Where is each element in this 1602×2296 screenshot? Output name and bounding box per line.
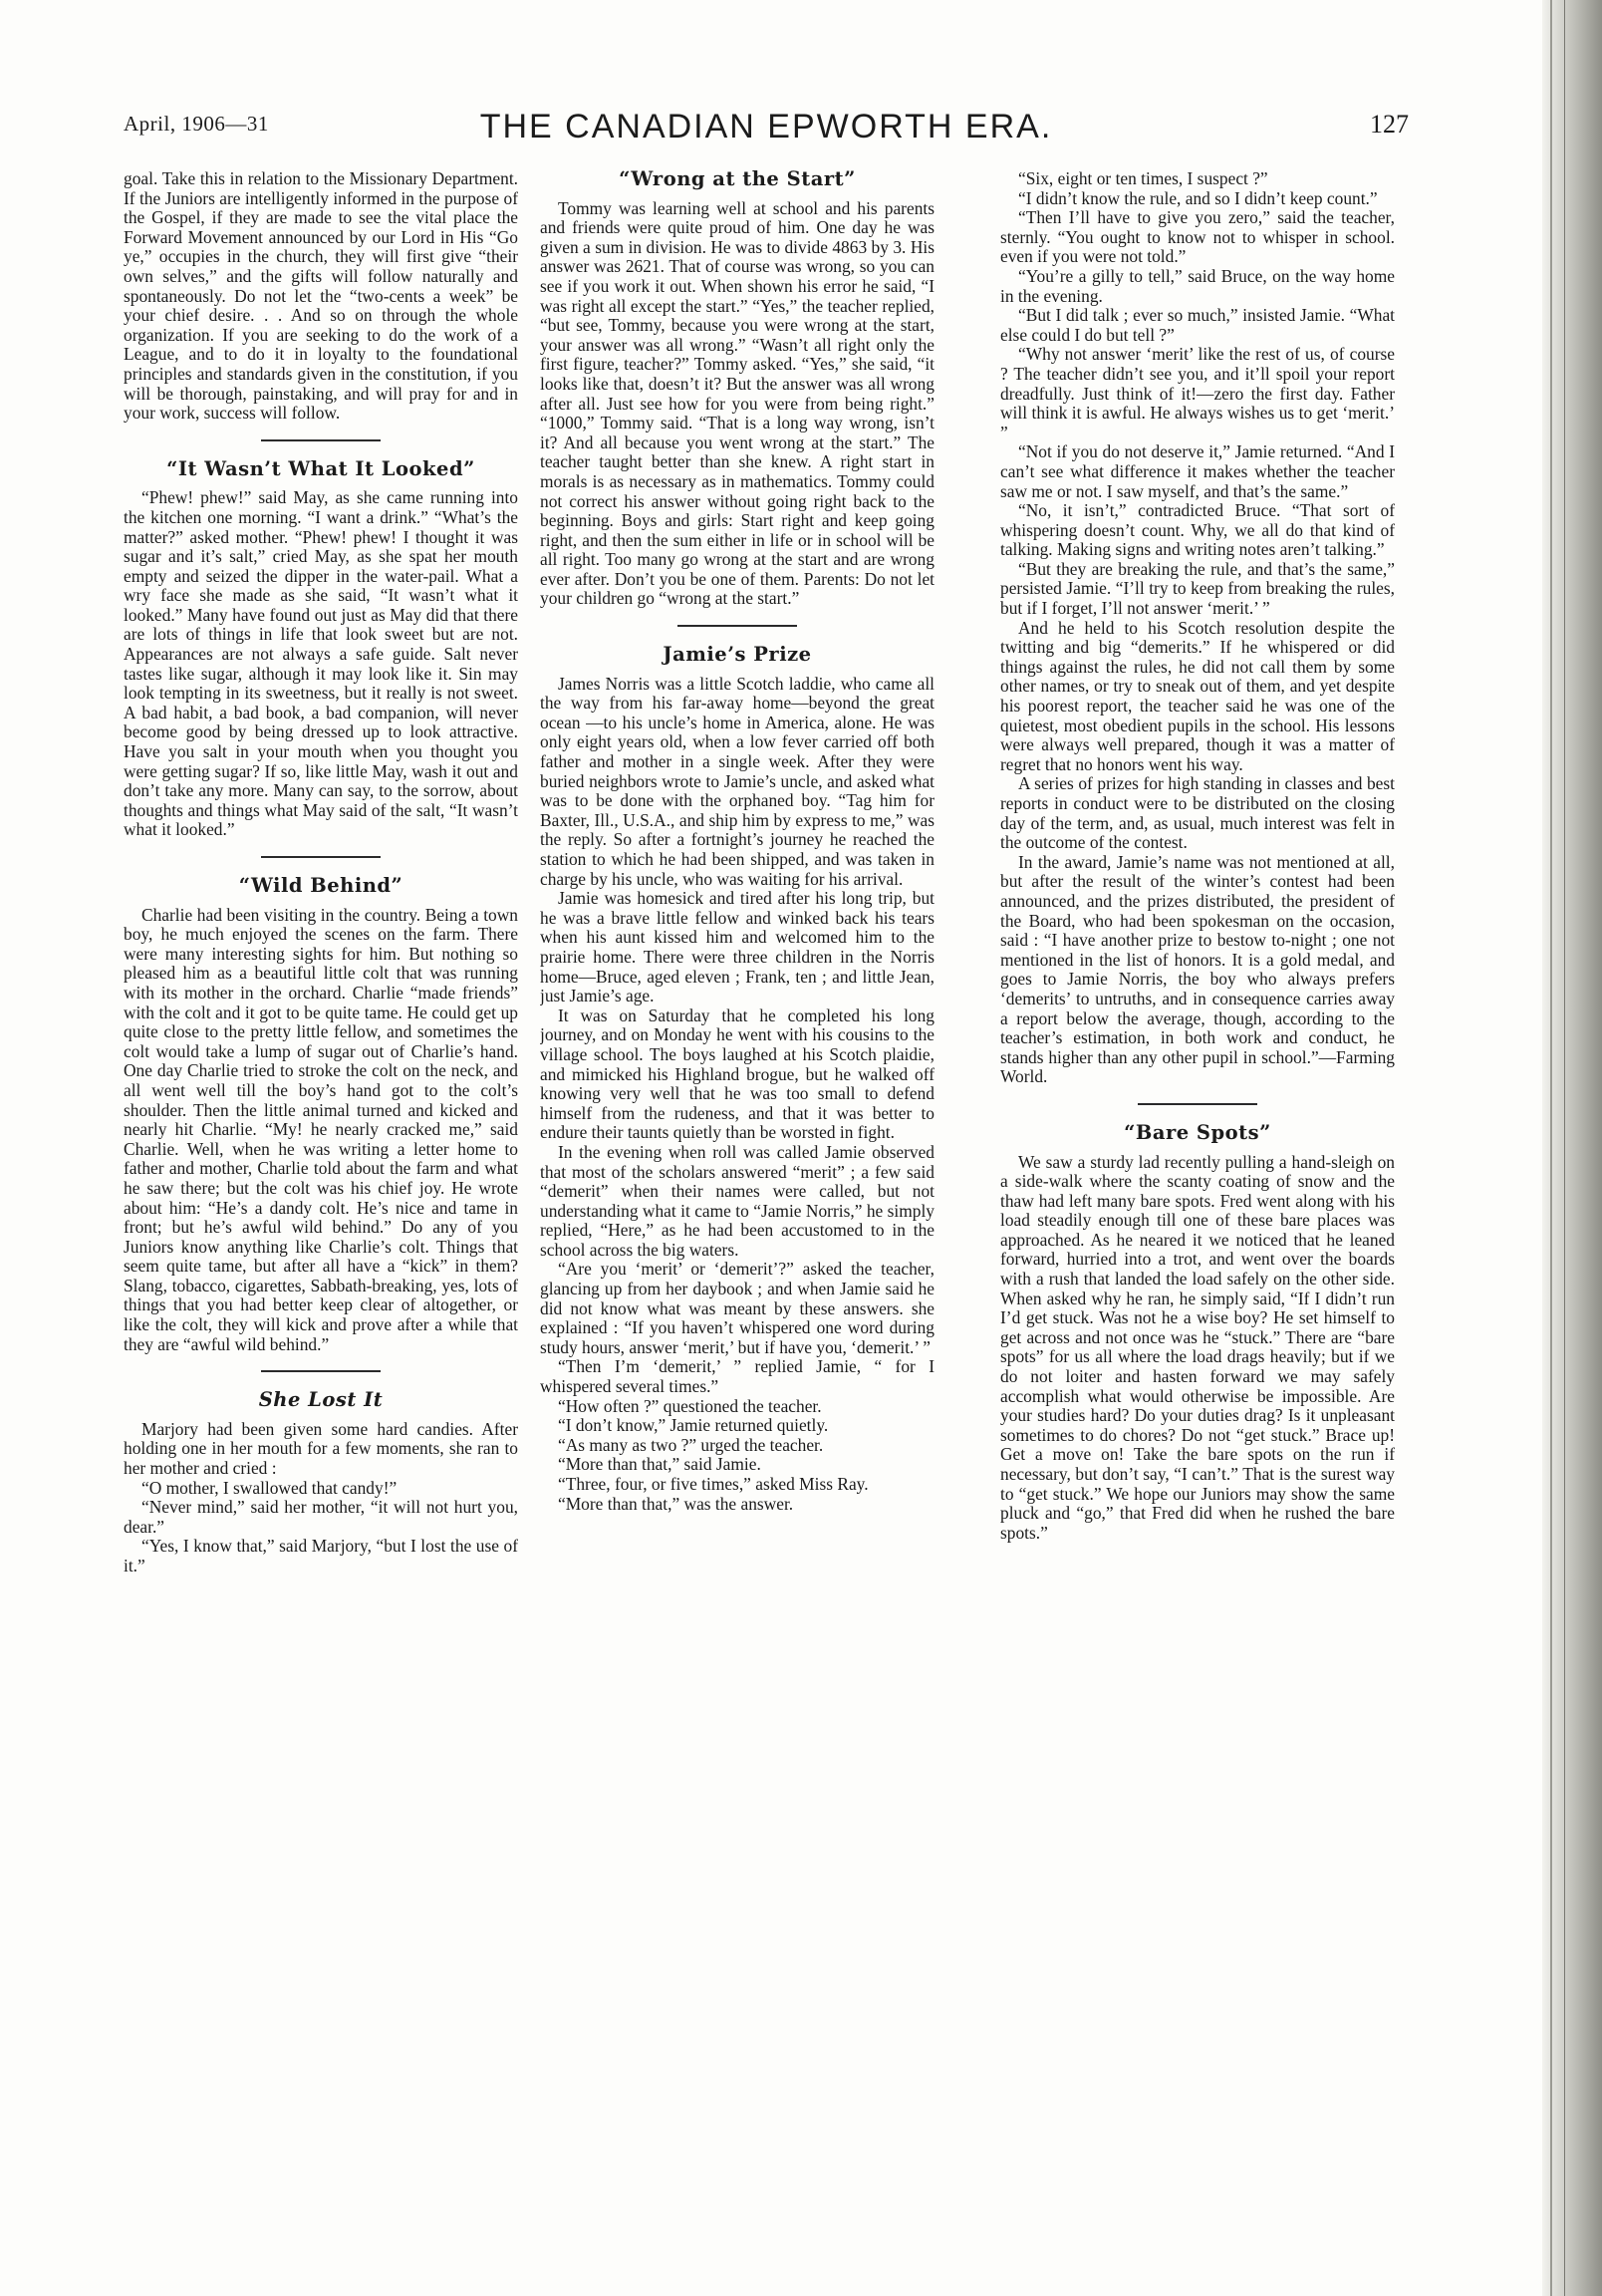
- article-paragraph: “Are you ‘merit’ or ‘demerit’?” asked the teacher, glancing up from her daybook ; and when Jamie said he did not know what was meant by these answers. she explained : “If you haven’t whispered one word during study hours, answer ‘merit,’ but if have you, ‘demerit.’ ”: [540, 1259, 934, 1357]
- article-paragraph: In the award, Jamie’s name was not mentioned at all, but after the result of the winter’s contest had been announced, and the prizes distributed, the president of the Board, who had been spokesman on the occasion, said : “I have another prize to bestow to-night ; one not mentioned in the list of honors. It is a gold medal, and goes to Jamie Norris, the boy who always prefers ‘demerits’ to untruths, and in consequence carries away a report below the average, though, according to the teacher’s estimation, in both work and conduct, he stands higher than any other pupil in school.”—Farming World.: [1000, 851, 1395, 1087]
- article-paragraph: “But they are breaking the rule, and that’s the same,” persisted Jamie. “I’ll try to keep from breaking the rules, but if I forget, I’ll not answer ‘merit.’ ”: [1000, 558, 1395, 619]
- intro-paragraph: goal. Take this in relation to the Missionary Department. If the Juniors are intelligently informed in the purpose of the Gospel, if they are made to see the vital place the Forward Movement announced by our Lord in His “Go ye,” occupies in the church, they will first give “their own selves,” and the gifts will follow naturally and spontaneously. Do not let the “two-cents a week” be your chief desire. . . And so on through the whole organization. If you are seeking to do the work of a League, and to do it in loyalty to the foundational principles and standards given in the constitution, if you will be thorough, painstaking, and will pray for and in your work, success will follow.: [124, 169, 518, 424]
- article-paragraph: “Yes, I know that,” said Marjory, “but I lost the use of it.”: [124, 1536, 518, 1576]
- section-divider: [261, 1370, 381, 1372]
- article-paragraph: “Why not answer ‘merit’ like the rest of us, of course ? The teacher didn’t see you, and it’ll spoil your report dreadfully. Just think of it!—zero the first day. Father will think it is awful. He always wishes us to get ‘merit.’ ”: [1000, 344, 1395, 442]
- article-paragraph: “More than that,” was the answer.: [558, 1493, 794, 1514]
- section-heading: “Wrong at the Start”: [619, 169, 856, 190]
- column-3: [1000, 169, 1395, 2182]
- article-paragraph: “Six, eight or ten times, I suspect ?”: [1018, 169, 1268, 188]
- section-divider: [677, 625, 797, 627]
- article-paragraph: “O mother, I swallowed that candy!”: [141, 1477, 398, 1498]
- article-paragraph: In the evening when roll was called Jamie observed that most of the scholars answered “merit” ; a few said “demerit” when their names were called, but not understanding what it came to “Jamie Norris,” he simply replied, “Here,” as he had been accustomed to in the school across the big waters.: [540, 1141, 934, 1260]
- column-1: [124, 169, 518, 2182]
- article-paragraph: “But I did talk ; ever so much,” insisted Jamie. “What else could I do but tell ?”: [1000, 305, 1395, 345]
- article-paragraph: A series of prizes for high standing in classes and best reports in conduct were to be distributed on the closing day of the term, and, as usual, much interest was felt in the outcome of the contest.: [1000, 773, 1395, 853]
- article-paragraph: “As many as two ?” urged the teacher.: [558, 1434, 824, 1455]
- article-paragraph: “More than that,” said Jamie.: [558, 1454, 761, 1475]
- section-divider: [1138, 1103, 1257, 1105]
- section-heading: “It Wasn’t What It Looked”: [166, 456, 475, 480]
- article-paragraph: “I don’t know,” Jamie returned quietly.: [558, 1415, 829, 1436]
- book-page-edge: [1542, 0, 1602, 2296]
- page-header: [124, 108, 1409, 151]
- article-paragraph: “Three, four, or five times,” asked Miss Ray.: [558, 1474, 869, 1494]
- article-paragraph: It was on Saturday that he completed his long journey, and on Monday he went with his cousins to the village school. The boys laughed at his Scotch plaidie, and mimicked his Highland brogue, but he walked off knowing very well that he was too small to defend himself from the rudeness, and that it was better to endure their taunts quietly than be worsted in fight.: [540, 1004, 934, 1143]
- article-paragraph: “I didn’t know the rule, and so I didn’t keep count.”: [1018, 187, 1378, 208]
- column-2: [540, 169, 934, 2182]
- article-paragraph: James Norris was a little Scotch laddie, who came all the way from his far-away home—beyond the great ocean —to his uncle’s home in America, alone. He was only eight years old, when a low fever carried off both father and mother in a single week. After they were buried neighbors wrote to Jamie’s uncle, and asked what was to be done with the orphaned boy. “Tag him for Baxter, Ill., U.S.A., and ship him by express to me,” was the reply. So after a fortnight’s journey he reached the station to which he had been shipped, and was taken in charge by his uncle, who was waiting for his arrival.: [540, 673, 934, 889]
- article-paragraph: “Never mind,” said her mother, “it will not hurt you, dear.”: [124, 1497, 518, 1537]
- article-paragraph: Charlie had been visiting in the country. Being a town boy, he much enjoyed the scenes on the farm. There were many interesting sights for him. But nothing so pleased him as a beautiful little colt that was running with its mother in the orchard. Charlie “made friends” with the colt and it got to be quite tame. He could get up quite close to the pretty little fellow, and sometimes the colt would take a lump of sugar out of Charlie’s hand. One day Charlie tried to stroke the colt on the neck, and all went well till the boy’s hand got to the colt’s shoulder. Then the little animal turned and kicked and nearly hit Charlie. “My! he nearly cracked me,” said Charlie. Well, when he was writing a letter home to father and mother, Charlie told about the farm and what he saw there; but the colt was his chief joy. He wrote about him: “He’s a dandy colt. He’s nice and tame in front; but he’s awful wild behind.” Do any of you Juniors know anything like Charlie’s colt. Things that seem quite tame, but after all have a “kick” in them? Slang, tobacco, cigarettes, Sabbath-breaking, yes, lots of things that you had better keep clear of altogether, or like the colt, they will kick and prove after a while that they are “awful wild behind.”: [124, 904, 518, 1354]
- section-heading: “Wild Behind”: [238, 874, 403, 897]
- article-paragraph: “You’re a gilly to tell,” said Bruce, on the way home in the evening.: [1000, 265, 1395, 306]
- article-paragraph: “Then I’m ‘demerit,’ ” replied Jamie, “ for I whispered several times.”: [540, 1356, 934, 1397]
- section-heading: Jamie’s Prize: [663, 643, 812, 667]
- magazine-title: THE CANADIAN EPWORTH ERA.: [479, 108, 1053, 145]
- article-paragraph: And he held to his Scotch resolution despite the twitting and big “demerits.” If he whispered or did things against the rules, he did not call them by some other names, or try to sneak out of them, and yet despite his poorest report, the teacher said he was one of the quietest, most obedient pupils in the school. His lessons were always well prepared, though it was a matter of regret that no honors went his way.: [1000, 617, 1395, 774]
- article-paragraph: “Not if you do not deserve it,” Jamie returned. “And I can’t see what difference it makes whether the teacher saw me or not. I saw myself, and that’s the same.”: [1000, 441, 1395, 501]
- article-paragraph: “Then I’ll have to give you zero,” said the teacher, sternly. “You ought to know not to whisper in school. even if you were not told.”: [1000, 207, 1395, 267]
- article-paragraph: “Phew! phew!” said May, as she came running into the kitchen one morning. “I want a drink.” “What’s the matter?” asked mother. “Phew! phew! I thought it was sugar and it’s salt,” cried May, as she spat her mouth empty and seized the dipper in the water-pail. What a wry face she made as she said, “It wasn’t what it looked.” Many have found out just as May did that there are lots of things in life that look sweet but are not. Appearances are not always a safe guide. Salt never tastes like sugar, although it may look like it. Sin may look tempting in its sweetness, but it really is not sweet. A bad habit, a bad book, a bad companion, will never become good by being dressed up to look attractive. Have you salt in your mouth when you thought you were getting sugar? If so, like little May, wash it out and don’t take any more. Many can say, to the sorrow, about thoughts and things what May said of the salt, “It wasn’t what it looked.”: [124, 487, 518, 840]
- article-paragraph: We saw a sturdy lad recently pulling a hand-sleigh on a side-walk where the scanty coating of snow and the thaw had left many bare spots. Fred went along with his load steadily enough till one of these bare places was approached. As he neared it we noticed that he leaned forward, hurried into a trot, and went over the boards with a rush that landed the load safely on the other side. When asked why he ran, he simply said, “If I didn’t run I’d get stuck. Was not he a wise boy? He set himself to get across and not once was he “stuck.” There are “bare spots” for us all where the load drags heavily; but if we do not loiter and hasten forward we may safely accomplish what would otherwise be impossible. Are your studies hard? Do your duties drag? Is it unpleasant sometimes to do chores? Do not “get stuck.” Brace up! Get a move on! Take the bare spots on the run if necessary, but don’t say, “I can’t.” That is the surest way to “get stuck.” We hope our Juniors may show the same pluck and “go,” that Fred did when he rushed the bare spots.”: [1000, 1151, 1395, 1543]
- section-heading: She Lost It: [258, 1388, 384, 1412]
- page-number: 127: [1370, 110, 1409, 139]
- article-paragraph: Tommy was learning well at school and his parents and friends were quite proud of him. One day he was given a sum in division. He was to divide 4863 by 3. His answer was 2621. That of course was wrong, so you can see if you work it out. When shown his error he said, “I was right all except the start.” “Yes,” the teacher replied, “but see, Tommy, because you were wrong at the start, your answer was all wrong.” “Wasn’t all right only the first figure, teacher?” Tommy asked. “Yes,” she said, “it looks like that, doesn’t it? But the answer was all wrong after all. Just see how for you were from being right.” “1000,” Tommy said. “That is a long way wrong, isn’t it? And all because you went wrong at the start.” The teacher taught better than she knew. A right start in morals is as necessary as in mathematics. Tommy could not correct his answer without going right back to the beginning. Boys and girls: Start right and keep going right, and then the sum either in life or in school will be all right. Too many go wrong at the start and are wrong ever after. Don’t you be one of them. Parents: Do not let your children go “wrong at the start.”: [540, 197, 934, 609]
- article-paragraph: “No, it isn’t,” contradicted Bruce. “That sort of whispering doesn’t count. Why, we all do that kind of talking. Making signs and writing notes aren’t talking.”: [1000, 500, 1395, 560]
- article-paragraph: “How often ?” questioned the teacher.: [558, 1395, 822, 1416]
- issue-date: April, 1906—31: [124, 112, 269, 136]
- article-paragraph: Marjory had been given some hard candies. After holding one in her mouth for a few moments, she ran to her mother and cried :: [124, 1418, 518, 1479]
- article-paragraph: Jamie was homesick and tired after his long trip, but he was a brave little fellow and winked back his tears when his aunt kissed him and welcomed him to the prairie home. There were three children in the Norris home—Bruce, aged eleven ; Frank, ten ; and little Jean, just Jamie’s age.: [540, 888, 934, 1006]
- section-divider: [261, 439, 381, 441]
- section-heading: “Bare Spots”: [1124, 1120, 1271, 1144]
- section-divider: [261, 856, 381, 858]
